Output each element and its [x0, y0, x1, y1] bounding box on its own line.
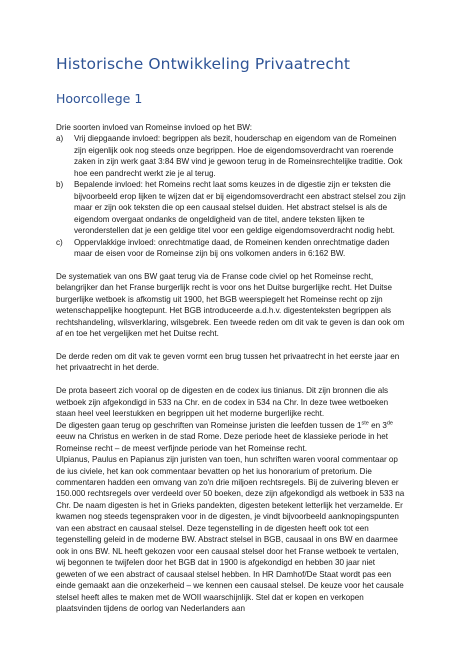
list-marker: c) — [56, 237, 63, 247]
list-item — [56, 179, 406, 236]
list-marker: a) — [56, 134, 64, 144]
paragraph-derde-reden: De derde reden om dit vak te geven vormt een brug tussen het privaatrecht in het eerste jaar en het privaatrecht in het derde. — [56, 352, 400, 373]
list-item — [56, 237, 406, 260]
influence-list — [56, 133, 406, 259]
list-item-text: Vrij diepgaande invloed: begrippen als bezit, houderschap en eigendom van de Romeinen zijn eigenlijk ook nog steeds onze begrippen. Hoe de eigendomsoverdracht van roerende zaken in zijn werk gaat 3:84 BW vind je gewoon terug in de Romeinsrechtelijke traditie. Ook hoe een pandrecht werkt zie je al terug. — [74, 134, 403, 178]
list-marker: b) — [56, 180, 64, 190]
list-item-text: Oppervlakkige invloed: onrechtmatige daad, de Romeinen kenden onrechtmatige daden maar de eisen voor de Romeinse zijn bij ons volkomen anders in 6:162 BW. — [74, 237, 390, 258]
paragraph-prota: De prota baseert zich vooral op de digesten en de codex ius tinianus. Dit zijn bronnen die als wetboek zijn afgekondigd in 533 na Chr. en de codex in 534 na Chr. In deze twee wetboeken staan heel veel leerstukken en begrippen uit het moderne burgerlijke recht. — [56, 386, 389, 419]
paragraph-ulpianus: Ulpianus, Paulus en Papianus zijn juristen van toen, hun schriften waren vooral commentaar op de ius civiele, het kan ook commentaar bevatten op het ius honorarium of pretorium. Die commentaren hadden een omvang van zo'n drie miljoen rechtsregels. Bij de zuivering bleven er 150.000 rechtsregels over verdeeld over 50 boeken, deze zijn afgekondigd als wetboek in 533 na Chr. De naam digesten is het in Grieks pandekten, digesten betekent letterlijk het verzamelde. Er kwamen nog steeds tegenspraken voor in de digesten, je vindt bijvoorbeeld aanknopingspunten van een abstract en causaal stelsel. Deze tegenstelling in de digesten heeft ook tot een tegenstelling geleid in de moderne BW. Abstract stelsel in BGB, causaal in ons BW en daarmee ook in ons BW. NL heeft gekozen voor een causaal stelsel door het Franse wetboek te vertalen, wij begonnen te twijfelen door het BGB dat in 1900 is afgekondigd en hebben 30 jaar niet geweten of we een abstract of causaal stelsel hebben. In HR Damhof/De Staat wordt pas een einde gemaakt aan die onzekerheid – we kennen een causaal stelsel. De keuze voor het causale stelsel heeft alles te maken met de WOII waarschijnlijk. Stel dat er kopen en verkopen plaatsvinden tijdens de oorlog van Nederlanders aan — [56, 455, 405, 613]
lecture-heading: Hoorcollege 1 — [56, 91, 143, 106]
list-item — [56, 133, 406, 179]
document-title: Historische Ontwikkeling Privaatrecht — [56, 55, 351, 73]
list-item-text: Bepalende invloed: het Romeins recht laat soms keuzes in de digestie zijn er teksten die bijvoorbeeld erop lijken te wijzen dat er bij eigendomsoverdracht een abstract stelsel zou zijn maar er zijn ook teksten die op een causaal stelsel duiden. Het abstract stelsel is als de eigendom overgaat ondanks de ongeldigheid van de titel, andere teksten lijken te veronderstellen dat je een geldige titel voor een geldige eigendomsoverdracht nodig hebt. — [74, 180, 406, 236]
paragraph-digesten: De digesten gaan terug op geschriften van Romeinse juristen die leefden tussen de 1ste en 3de eeuw na Christus en werken in de stad Rome. Deze periode heet de klassieke periode in het Romeinse recht – de meest verfijnde periode van het Romeinse recht. — [56, 420, 393, 453]
paragraph-systematiek: De systematiek van ons BW gaat terug via de Franse code civiel op het Romeinse recht, belangrijker dan het Franse burgerlijk recht is voor ons het Duitse burgerlijke recht. Het Duitse burgerlijke wetboek is afkomstig uit 1900, het BGB weerspiegelt het Romeinse recht op zijn wetenschappelijke hoogtepunt. Het BGB introduceerde a.d.h.v. digestenteksten begrippen als rechtshandeling, wilsverklaring, wilsgebrek. Een tweede reden om dit vak te geven is dan ook om af en toe het vergelijken met het Duitse recht. — [56, 271, 405, 339]
intro-paragraph: Drie soorten invloed van Romeinse invloed op het BW: — [56, 123, 253, 132]
